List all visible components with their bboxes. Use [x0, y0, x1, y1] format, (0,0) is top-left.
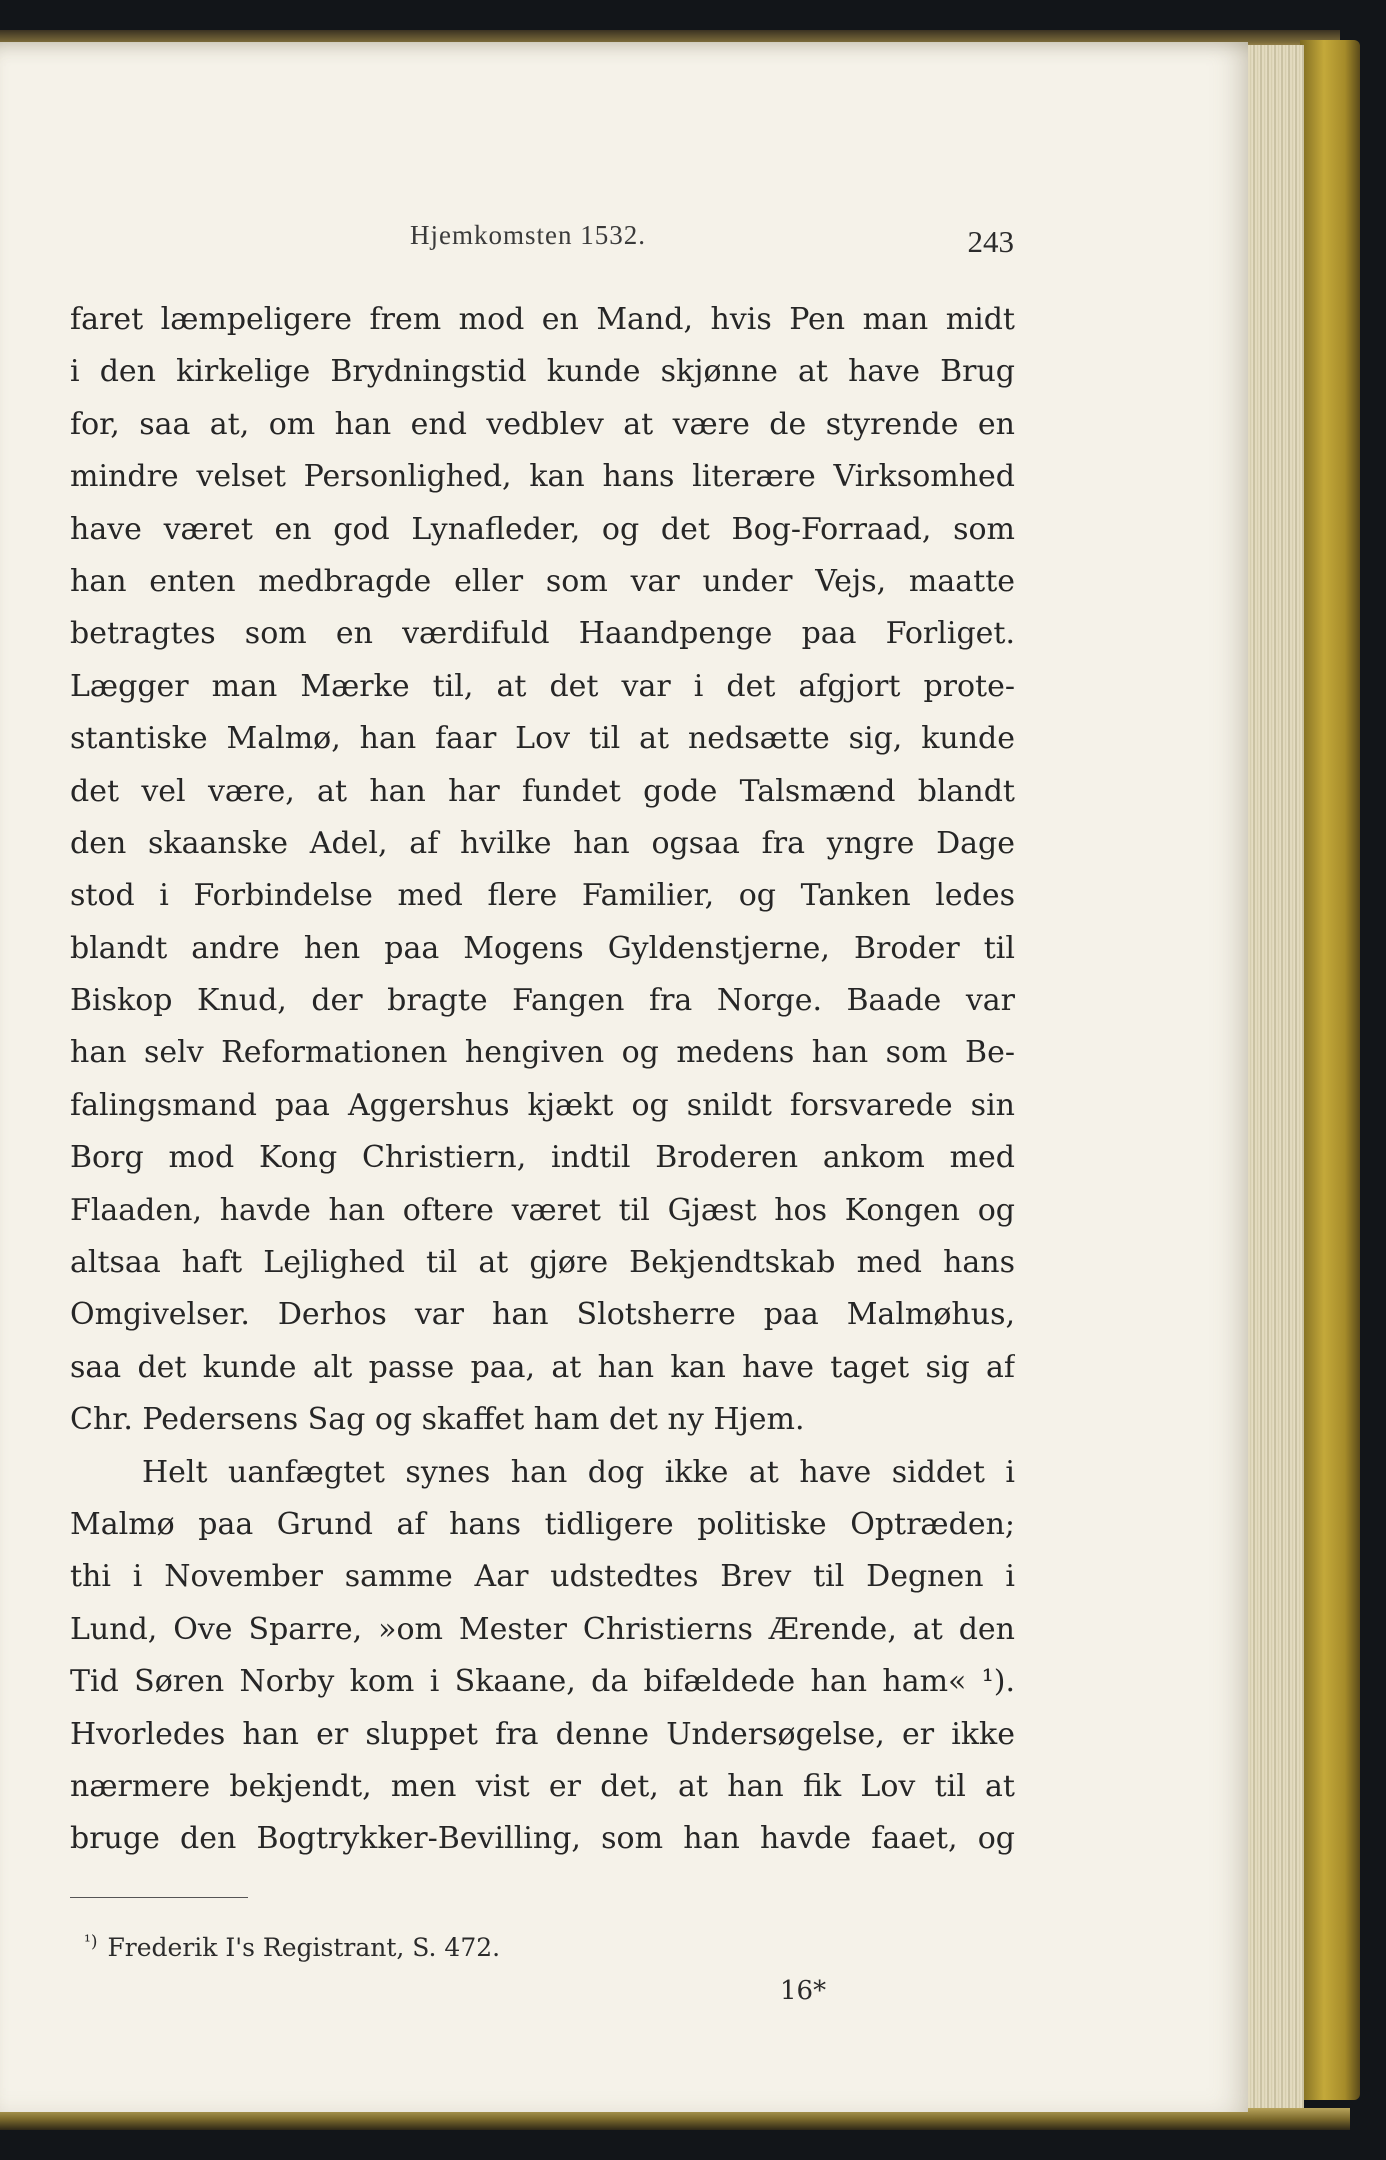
text-line: blandt andre hen paa Mogens Gyldenstjerne, Broder til [70, 930, 1015, 966]
running-head [70, 220, 1014, 260]
text-line: Borg mod Kong Christiern, indtil Broderen ankom med [70, 1140, 1015, 1176]
book-cover-edge [1300, 40, 1360, 2100]
text-line: nærmere bekjendt, men vist er det, at han fik Lov til at [70, 1768, 1015, 1804]
text-line: Biskop Knud, der bragte Fangen fra Norge. Baade var [70, 983, 1015, 1019]
running-title: Hjemkomsten 1532. [410, 220, 646, 250]
body-text [70, 294, 1015, 1866]
signature-mark: 16* [780, 1976, 827, 2006]
text-line: Flaaden, havde han oftere været til Gjæst hos Kongen og [70, 1192, 1015, 1228]
book-page [0, 42, 1248, 2112]
text-line: han enten medbragde eller som var under Vejs, maatte [70, 563, 1015, 599]
text-line: Tid Søren Norby kom i Skaane, da bifældede han ham« ¹). [70, 1664, 1015, 1700]
text-line: Chr. Pedersens Sag og skaffet ham det ny Hjem. [70, 1402, 805, 1438]
text-line: stantiske Malmø, han faar Lov til at nedsætte sig, kunde [70, 721, 1015, 757]
text-line: have været en god Lynafleder, og det Bog-Forraad, som [70, 511, 1015, 547]
footnote-mark: ¹) [84, 1932, 98, 1952]
text-line: faret læmpeligere frem mod en Mand, hvis Pen man midt [70, 302, 1015, 337]
text-line: Hvorledes han er sluppet fra denne Undersøgelse, er ikke [70, 1716, 1015, 1752]
text-line: stod i Forbindelse med flere Familier, og Tanken ledes [70, 878, 1015, 914]
text-line: Lægger man Mærke til, at det var i det afgjort prote- [70, 668, 1015, 704]
footnote-text: Frederik I's Registrant, S. 472. [107, 1933, 501, 1962]
text-line: falingsmand paa Aggershus kjækt og snildt forsvarede sin [70, 1087, 1015, 1123]
text-line: den skaanske Adel, af hvilke han ogsaa fra yngre Dage [70, 825, 1015, 861]
text-line: thi i November samme Aar udstedtes Brev til Degnen i [70, 1559, 1015, 1595]
text-line: betragtes som en værdifuld Haandpenge paa Forliget. [70, 616, 1015, 652]
text-line: det vel være, at han har fundet gode Talsmænd blandt [70, 773, 1015, 809]
text-line: Malmø paa Grund af hans tidligere politiske Optræden; [70, 1506, 1015, 1542]
footnote [84, 1932, 500, 1962]
page-number: 243 [967, 224, 1014, 259]
text-line: altsaa haft Lejlighed til at gjøre Bekjendtskab med hans [70, 1245, 1015, 1281]
text-line: i den kirkelige Brydningstid kunde skjønne at have Brug [70, 354, 1015, 390]
text-line: han selv Reformationen hengiven og medens han som Be- [70, 1035, 1015, 1071]
text-line: Lund, Ove Sparre, »om Mester Christierns Ærende, at den [70, 1611, 1015, 1647]
page-edges [1242, 45, 1304, 2115]
text-line: bruge den Bogtrykker-Bevilling, som han havde faaet, og [70, 1821, 1015, 1857]
text-line: saa det kunde alt passe paa, at han kan have taget sig af [70, 1349, 1015, 1385]
text-line: Helt uanfægtet synes han dog ikke at have siddet i [142, 1454, 1015, 1490]
text-line: for, saa at, om han end vedblev at være de styrende en [70, 406, 1015, 442]
text-line: Omgivelser. Derhos var han Slotsherre paa Malmøhus, [70, 1297, 1015, 1333]
text-line: mindre velset Personlighed, kan hans literære Virksomhed [70, 459, 1015, 495]
footnote-rule [70, 1897, 248, 1898]
